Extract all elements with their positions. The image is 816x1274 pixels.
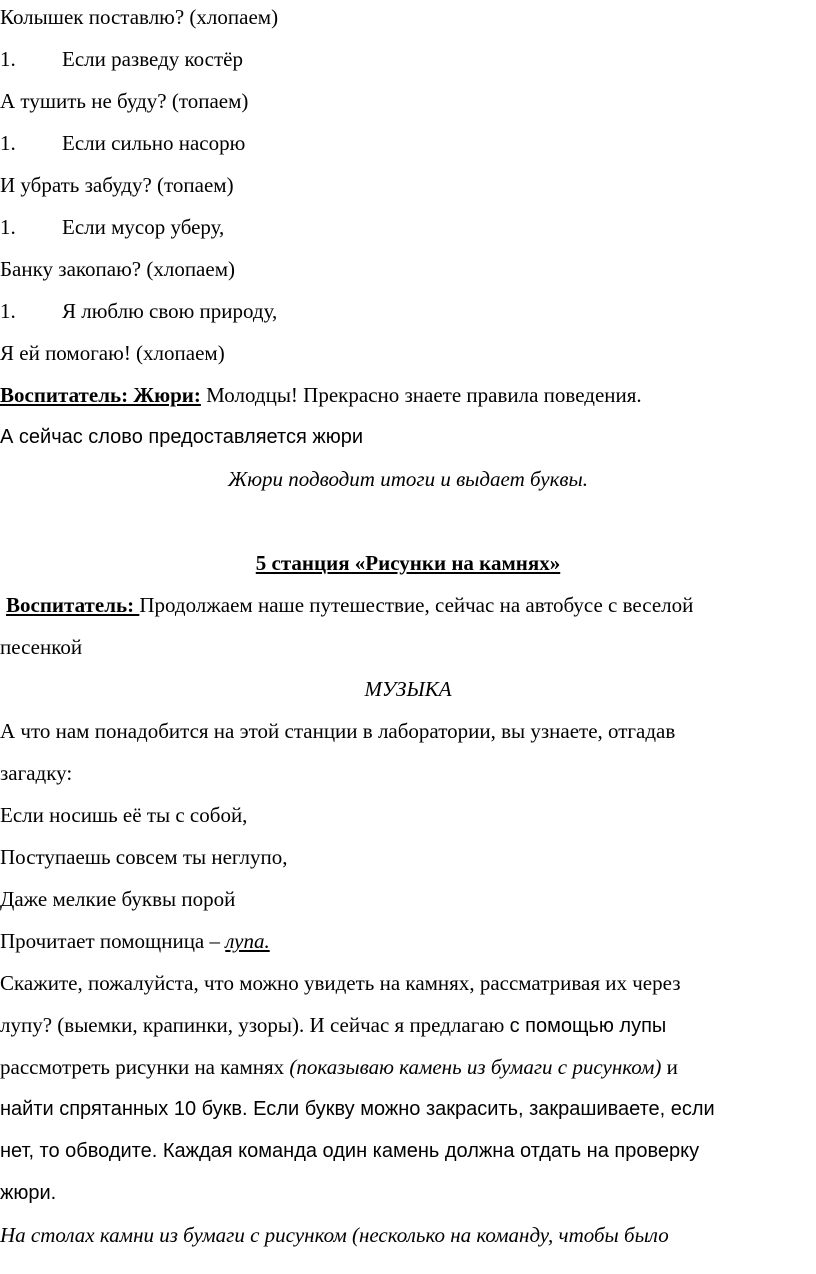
speaker-label: Воспитатель: (6, 593, 140, 617)
numbered-line (0, 214, 224, 240)
speaker-line (6, 592, 693, 618)
body-text: с помощью лупы (509, 1015, 667, 1037)
section-heading (0, 550, 816, 576)
stage-direction (0, 466, 816, 492)
riddle-line (0, 928, 270, 954)
list-number: 1. (0, 131, 16, 155)
music-cue-text: МУЗЫКА (364, 677, 452, 701)
body-text: лупу? (выемки, крапинки, узоры). И сейчас я предлагаю (0, 1013, 510, 1037)
text-line (0, 1012, 666, 1039)
speech-text: Продолжаем наше путешествие, сейчас на автобусе с веселой (139, 593, 694, 617)
verse-text: Банку закопаю? (хлопаем) (0, 257, 235, 281)
body-text: А сейчас слово предоставляется жюри (0, 426, 363, 448)
text-line (0, 1138, 699, 1164)
riddle-text: Если носишь её ты с собой, (0, 803, 248, 827)
riddle-text: Поступаешь совсем ты неглупо, (0, 845, 288, 869)
verse-text: Если разведу костёр (62, 47, 243, 71)
riddle-line (0, 844, 287, 870)
stage-direction-text: Жюри подводит итоги и выдает буквы. (227, 467, 589, 491)
body-text: Скажите, пожалуйста, что можно увидеть на камнях, рассматривая их через (0, 971, 681, 995)
speech-text: Молодцы! Прекрасно знаете правила поведения. (200, 383, 642, 407)
riddle-line (0, 886, 235, 912)
body-text: найти спрятанных 10 букв. Если букву можно закрасить, закрашиваете, если (0, 1098, 715, 1120)
speaker-line (0, 382, 642, 408)
list-number: 1. (0, 47, 16, 71)
body-text: и (661, 1055, 678, 1079)
riddle-text: Прочитает помощница – (0, 929, 226, 953)
verse-text: И убрать забуду? (топаем) (0, 173, 234, 197)
text-line (0, 1096, 715, 1122)
list-number: 1. (0, 215, 16, 239)
verse-line (0, 256, 235, 282)
verse-text: Колышек поставлю? (хлопаем) (0, 5, 279, 29)
numbered-line (0, 130, 245, 156)
verse-line (0, 340, 225, 366)
text-line (0, 718, 675, 744)
verse-text: Я ей помогаю! (хлопаем) (0, 341, 225, 365)
text-line (0, 760, 72, 786)
numbered-line (0, 298, 277, 324)
verse-text: Если мусор уберу, (62, 215, 225, 239)
riddle-line (0, 802, 247, 828)
numbered-line (0, 46, 243, 72)
stage-direction-inline: (показываю камень из бумаги с рисунком) (289, 1055, 662, 1079)
verse-line (0, 172, 234, 198)
body-text: нет, то обводите. Каждая команда один камень должна отдать на проверку (0, 1140, 700, 1162)
stage-direction (0, 1222, 669, 1248)
verse-text: Если сильно насорю (62, 131, 246, 155)
body-text: жюри. (0, 1182, 57, 1204)
riddle-answer: лупа. (225, 929, 270, 953)
verse-text: Я люблю свою природу, (62, 299, 278, 323)
riddle-text: Даже мелкие буквы порой (0, 887, 236, 911)
stage-direction-text: На столах камни из бумаги с рисунком (несколько на команду, чтобы было (0, 1223, 669, 1247)
heading-text: 5 станция «Рисунки на камнях» (255, 551, 561, 575)
text-line (0, 634, 82, 660)
music-cue (0, 676, 816, 702)
body-text: песенкой (0, 635, 83, 659)
text-line (0, 970, 681, 996)
verse-text: А тушить не буду? (топаем) (0, 89, 249, 113)
speaker-label: Воспитатель: Жюри: (0, 383, 201, 407)
verse-line (0, 88, 248, 114)
body-text: загадку: (0, 761, 73, 785)
body-text: А что нам понадобится на этой станции в лаборатории, вы узнаете, отгадав (0, 719, 676, 743)
text-line (0, 1180, 56, 1206)
list-number: 1. (0, 299, 16, 323)
text-line (0, 424, 363, 450)
body-text: рассмотреть рисунки на камнях (0, 1055, 290, 1079)
verse-line (0, 4, 278, 30)
text-line (0, 1054, 678, 1080)
